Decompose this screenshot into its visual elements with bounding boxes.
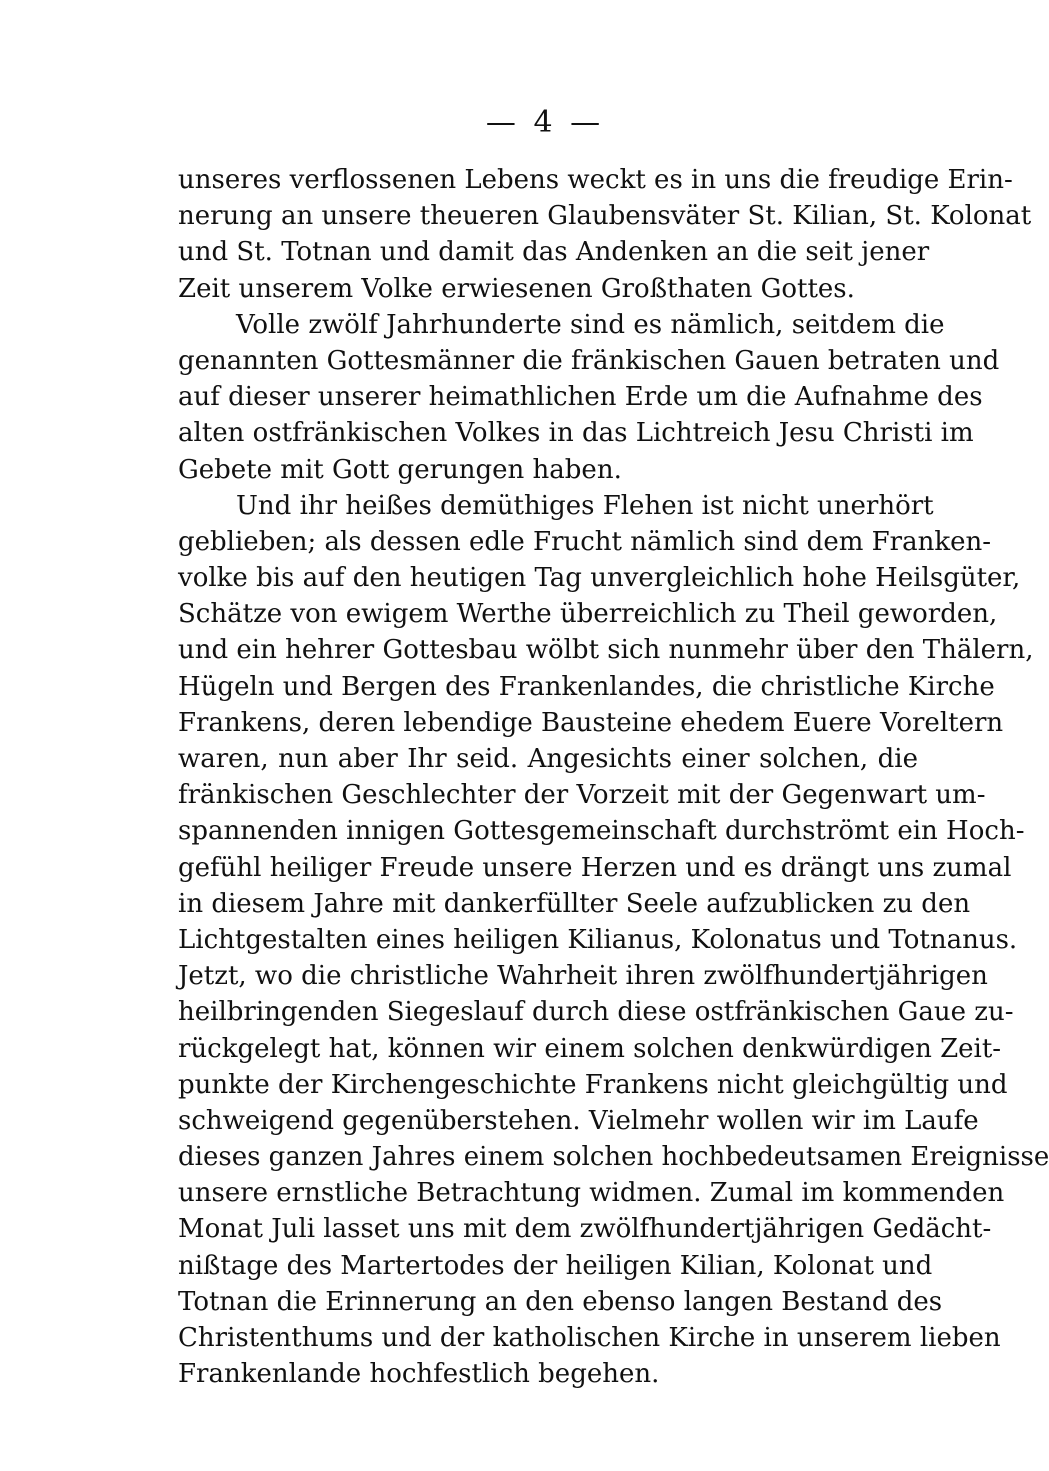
text-line: Totnan die Erinnerung an den ebenso langen Bestand des bbox=[178, 1286, 943, 1317]
text-line: Zeit unserem Volke erwiesenen Großthaten Gottes. bbox=[178, 273, 855, 304]
text-line: Jetzt, wo die christliche Wahrheit ihren zwölfhundertjährigen bbox=[178, 961, 988, 992]
text-line: heilbringenden Siegeslauf durch diese ostfränkischen Gaue zu- bbox=[178, 997, 1014, 1028]
text-line: schweigend gegenüberstehen. Vielmehr wollen wir im Laufe bbox=[178, 1105, 979, 1136]
text-line: rückgelegt hat, können wir einem solchen denkwürdigen Zeit- bbox=[178, 1033, 1002, 1064]
text-line: geblieben; als dessen edle Frucht nämlich sind dem Franken- bbox=[178, 526, 992, 557]
text-line: Lichtgestalten eines heiligen Kilianus, Kolonatus und Totnanus. bbox=[178, 924, 1018, 955]
text-line: nerung an unsere theueren Glaubensväter St. Kilian, St. Kolonat bbox=[178, 201, 1032, 232]
text-line: Hügeln und Bergen des Frankenlandes, die christliche Kirche bbox=[178, 671, 995, 702]
body-text bbox=[178, 162, 1049, 1392]
text-line: Frankenlande hochfestlich begehen. bbox=[178, 1359, 660, 1390]
text-line: volke bis auf den heutigen Tag unvergleichlich hohe Heilsgüter, bbox=[178, 563, 1021, 594]
text-line: genannten Gottesmänner die fränkischen Gauen betraten und bbox=[178, 345, 1000, 376]
page-number-text: — 4 — bbox=[485, 105, 605, 140]
text-line: Schätze von ewigem Werthe überreichlich zu Theil geworden, bbox=[178, 599, 998, 630]
text-line: fränkischen Geschlechter der Vorzeit mit der Gegenwart um- bbox=[178, 780, 986, 811]
text-line: spannenden innigen Gottesgemeinschaft durchströmt ein Hoch- bbox=[178, 816, 1025, 847]
text-line: Gebete mit Gott gerungen haben. bbox=[178, 454, 622, 485]
text-line: gefühl heiliger Freude unsere Herzen und es drängt uns zumal bbox=[178, 852, 1012, 883]
text-line: unsere ernstliche Betrachtung widmen. Zumal im kommenden bbox=[178, 1178, 1005, 1209]
text-line: Monat Juli lasset uns mit dem zwölfhundertjährigen Gedächt- bbox=[178, 1214, 992, 1245]
page-number bbox=[0, 105, 1000, 140]
text-line: dieses ganzen Jahres einem solchen hochbedeutsamen Ereignisse bbox=[178, 1142, 1049, 1173]
text-line: nißtage des Martertodes der heiligen Kilian, Kolonat und bbox=[178, 1250, 933, 1281]
text-line: alten ostfränkischen Volkes in das Lichtreich Jesu Christi im bbox=[178, 418, 974, 449]
text-line: auf dieser unserer heimathlichen Erde um die Aufnahme des bbox=[178, 382, 983, 413]
text-line: in diesem Jahre mit dankerfüllter Seele aufzublicken zu den bbox=[178, 888, 971, 919]
text-line: Frankens, deren lebendige Bausteine ehedem Euere Voreltern bbox=[178, 707, 1004, 738]
text-line: unseres verflossenen Lebens weckt es in uns die freudige Erin- bbox=[178, 165, 1013, 195]
text-line: waren, nun aber Ihr seid. Angesichts einer solchen, die bbox=[178, 744, 918, 774]
text-line: und St. Totnan und damit das Andenken an die seit jener bbox=[178, 237, 930, 268]
text-line: Christenthums und der katholischen Kirche in unserem lieben bbox=[178, 1323, 1001, 1353]
paragraph-start-line: Volle zwölf Jahrhunderte sind es nämlich, seitdem die bbox=[236, 309, 945, 340]
paragraph-start-line: Und ihr heißes demüthiges Flehen ist nicht unerhört bbox=[236, 490, 934, 521]
text-line: und ein hehrer Gottesbau wölbt sich nunmehr über den Thälern, bbox=[178, 635, 1034, 666]
text-line: punkte der Kirchengeschichte Frankens nicht gleichgültig und bbox=[178, 1069, 1008, 1100]
